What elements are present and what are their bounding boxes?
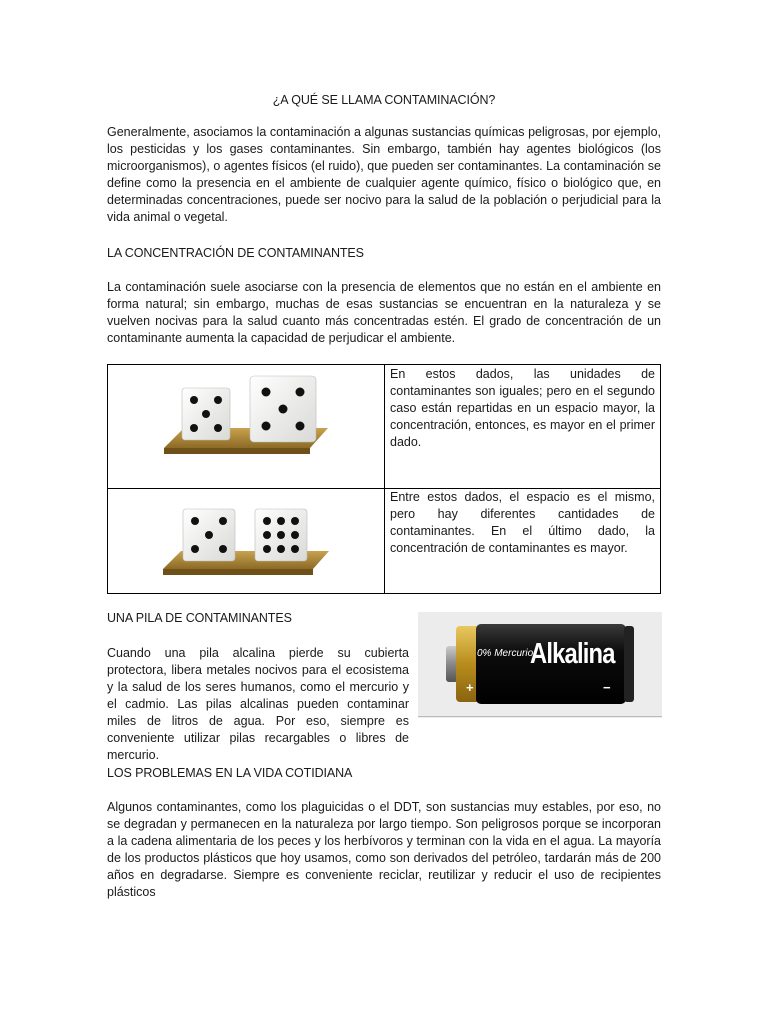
battery-label-mercurio: 0% Mercurio — [477, 648, 534, 659]
battery-plus-sign: + — [466, 680, 474, 695]
table-row1-text: En estos dados, las unidades de contaminantes son iguales; pero en el segundo caso están repartidas en un espacio mayor, la concentración, entonces, es mayor en el primer dado. — [390, 367, 655, 449]
battery-minus-sign: − — [603, 680, 611, 695]
battery-label-alkalina: Alkalina — [530, 638, 615, 670]
concentracion-paragraph: La contaminación suele asociarse con la presencia de elementos que no están en el ambiente en forma natural; sin embargo, muchas de esas sustancias se encuentran en la naturaleza y se vuelven nocivas para la salud cuanto más concentradas estén. El grado de concentración de un contaminante aumenta la capacidad de perjudicar el ambiente. — [107, 280, 661, 345]
table-row2-text: Entre estos dados, el espacio es el mismo, pero hay diferentes cantidades de contaminantes. En el último dado, la concentración de contaminantes es mayor. — [390, 490, 655, 555]
dice-image-same-units — [160, 366, 330, 458]
section-heading-pila: UNA PILA DE CONTAMINANTES — [107, 611, 292, 625]
section-heading-concentracion: LA CONCENTRACIÓN DE CONTAMINANTES — [107, 246, 364, 260]
table-divider-vertical — [384, 364, 385, 594]
dice-image-same-space — [157, 489, 333, 579]
problemas-paragraph: Algunos contaminantes, como los plaguicidas o el DDT, son sustancias muy estables, por eso, no se degradan y permanecen en la naturaleza por largo tiempo. Son peligrosos porque se incorporan a la cadena alimentaria de los peces y los herbívoros y terminan con la vida en el agua. La mayoría de los productos plásticos que hoy usamos, como son derivados del petróleo, tardarán más de 200 años en degradarse. Siempre es conveniente reciclar, reutilizar y reducir el uso de recipientes plásticos — [107, 800, 661, 899]
page-title: ¿A QUÉ SE LLAMA CONTAMINACIÓN? — [272, 93, 496, 107]
section-heading-problemas: LOS PROBLEMAS EN LA VIDA COTIDIANA — [107, 766, 353, 780]
pila-paragraph: Cuando una pila alcalina pierde su cubierta protectora, libera metales nocivos para el ecosistema y la salud de los seres humanos, como el mercurio y el cadmio. Las pilas alcalinas pueden contaminar miles de litros de agua. Por eso, siempre es conveniente utilizar pilas recargables o libres de mercurio. — [107, 646, 409, 762]
intro-paragraph: Generalmente, asociamos la contaminación a algunas sustancias químicas peligrosas, por ejemplo, los pesticidas y los gases contaminantes. Sin embargo, también hay agentes biológicos (los microorganismos), o agentes físicos (el ruido), que pueden ser contaminantes. La contaminación se define como la presencia en el ambiente de cualquier agente químico, físico o biológico que, en determinadas concentraciones, puede ser nocivo para la salud de la población o perjudicial para la vida animal o vegetal. — [107, 125, 661, 224]
